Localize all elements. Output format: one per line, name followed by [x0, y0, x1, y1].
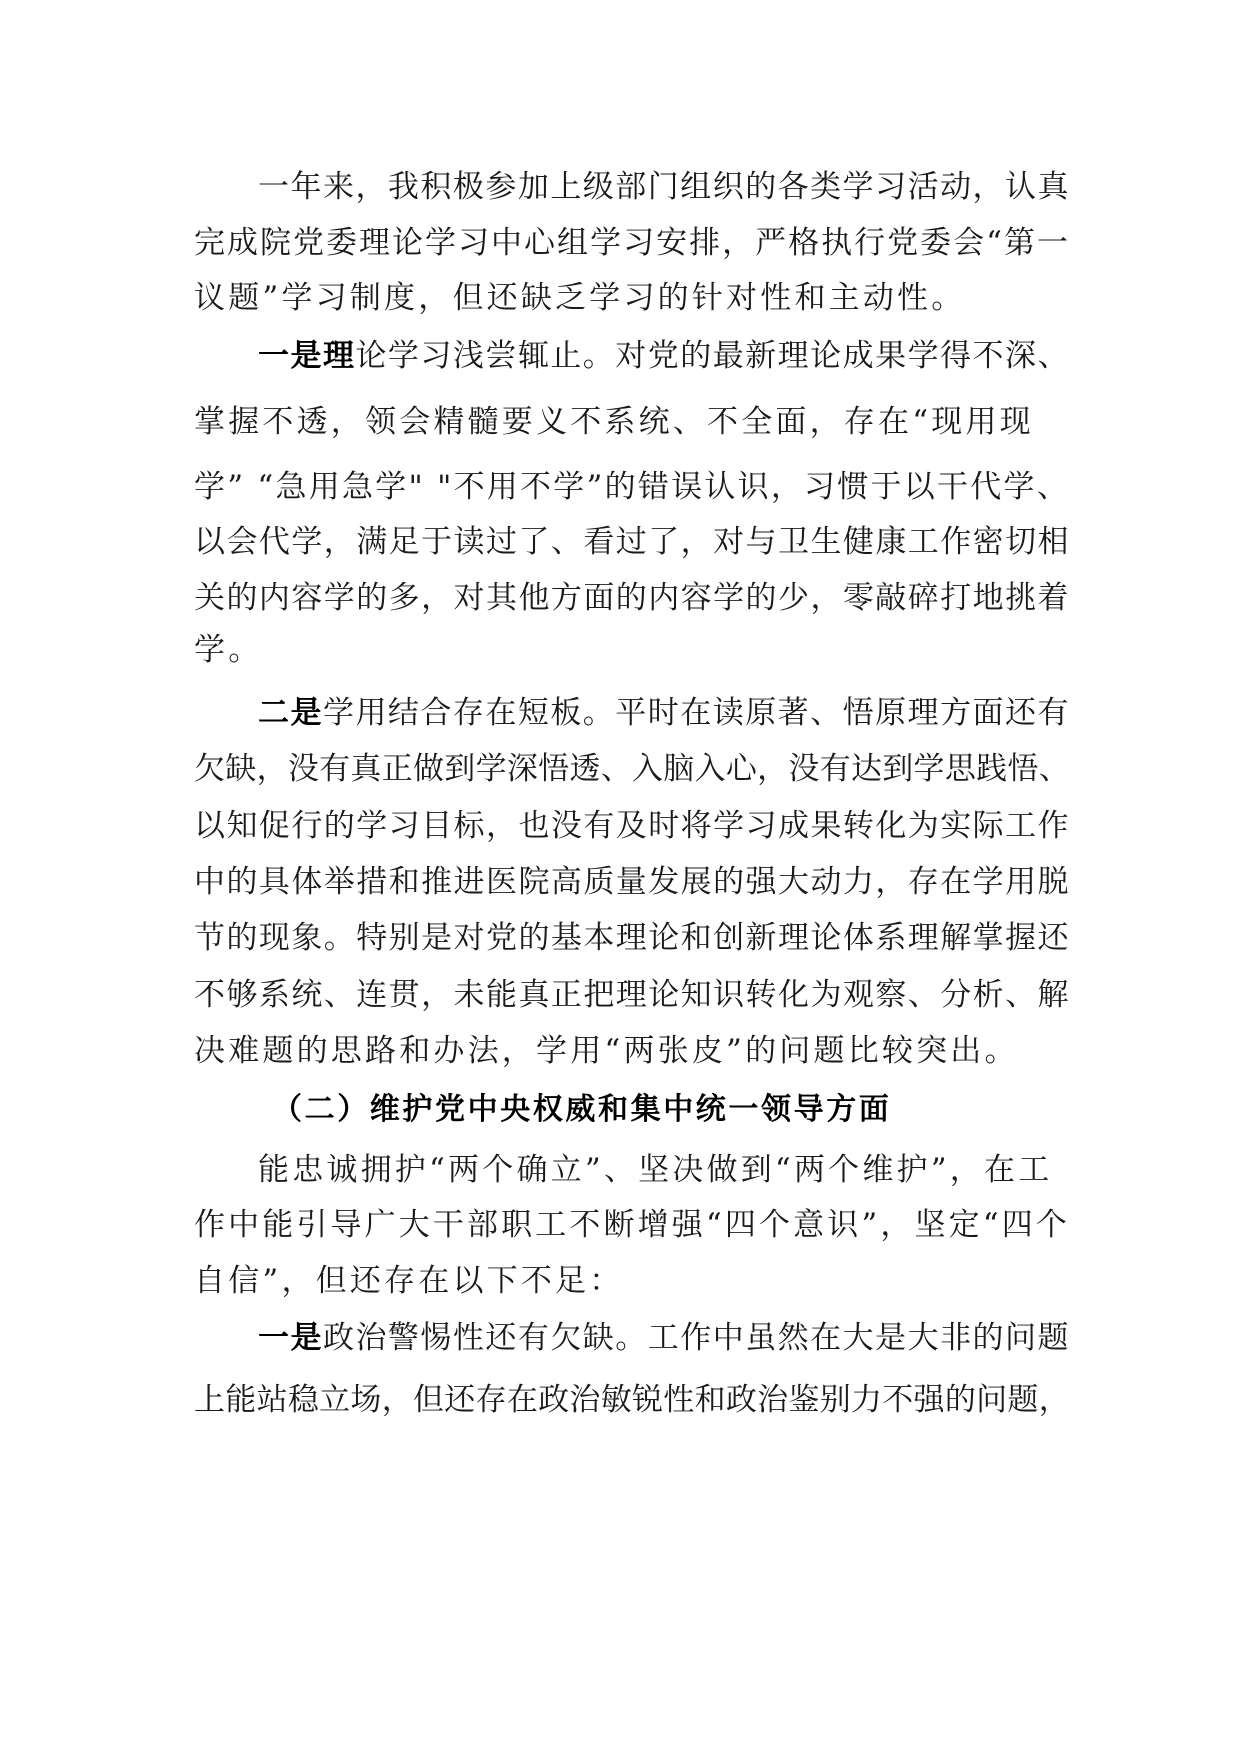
- point2-line-7: 决难题的思路和办法，学用“两张皮”的问题比较突出。: [194, 1033, 1019, 1069]
- point3-lead: 一是: [258, 1320, 323, 1356]
- point1-text: 论学习浅尝辄止。对党的最新理论成果学得不深、: [355, 338, 1070, 374]
- point1-line-5: 关的内容学的多，对其他方面的内容学的少，零敲碎打地挑着: [194, 580, 1070, 616]
- point1-line-4: 以会代学，满足于读过了、看过了，对与卫生健康工作密切相: [194, 524, 1070, 560]
- section2-intro-line-3: 自信”，但还存在以下不足：: [194, 1263, 624, 1299]
- point2-lead: 二是: [258, 695, 323, 731]
- point3-text: 政治警惕性还有欠缺。工作中虽然在大是大非的问题: [322, 1320, 1070, 1356]
- point2-line-1: [258, 693, 1070, 733]
- point2-line-6: 不够系统、连贯，未能真正把理论知识转化为观察、分析、解: [194, 977, 1070, 1013]
- point1-line-3: 学” “急用急学" "不用不学”的错误认识，习惯于以干代学、: [194, 469, 1070, 505]
- point3-line-2: 上能站稳立场，但还存在政治敏锐性和政治鉴别力不强的问题，: [194, 1382, 1070, 1418]
- intro-line-1: 一年来，我积极参加上级部门组织的各类学习活动，认真: [258, 169, 1070, 205]
- intro-line-3: 议题”学习制度，但还缺乏学习的针对性和主动性。: [194, 280, 966, 316]
- intro-line-2: 完成院党委理论学习中心组学习安排，严格执行党委会“第一: [194, 225, 1070, 261]
- point1-lead: 一是理: [258, 338, 356, 374]
- section2-intro-line-1: 能忠诚拥护“两个确立”、坚决做到“两个维护”，在工: [258, 1152, 1053, 1188]
- point2-line-5: 节的现象。特别是对党的基本理论和创新理论体系理解掌握还: [194, 920, 1070, 956]
- point2-line-2: 欠缺，没有真正做到学深悟透、入脑入心，没有达到学思践悟、: [194, 751, 1070, 787]
- point2-line-3: 以知促行的学习目标，也没有及时将学习成果转化为实际工作: [194, 808, 1070, 844]
- point1-line-6: 学。: [194, 632, 263, 668]
- point1-line-2: 掌握不透，领会精髓要义不系统、不全面，存在“现用现: [194, 404, 1034, 440]
- section2-intro-line-2: 作中能引导广大干部职工不断增强“四个意识”，坚定“四个: [194, 1207, 1070, 1243]
- point2-text: 学用结合存在短板。平时在读原著、悟原理方面还有: [322, 695, 1070, 731]
- point1-line-1: [258, 336, 1070, 376]
- section2-heading: （二）维护党中央权威和集中统一领导方面: [272, 1092, 892, 1127]
- point3-line-1: [258, 1318, 1070, 1358]
- point2-line-4: 中的具体举措和推进医院高质量发展的强大动力，存在学用脱: [194, 864, 1070, 900]
